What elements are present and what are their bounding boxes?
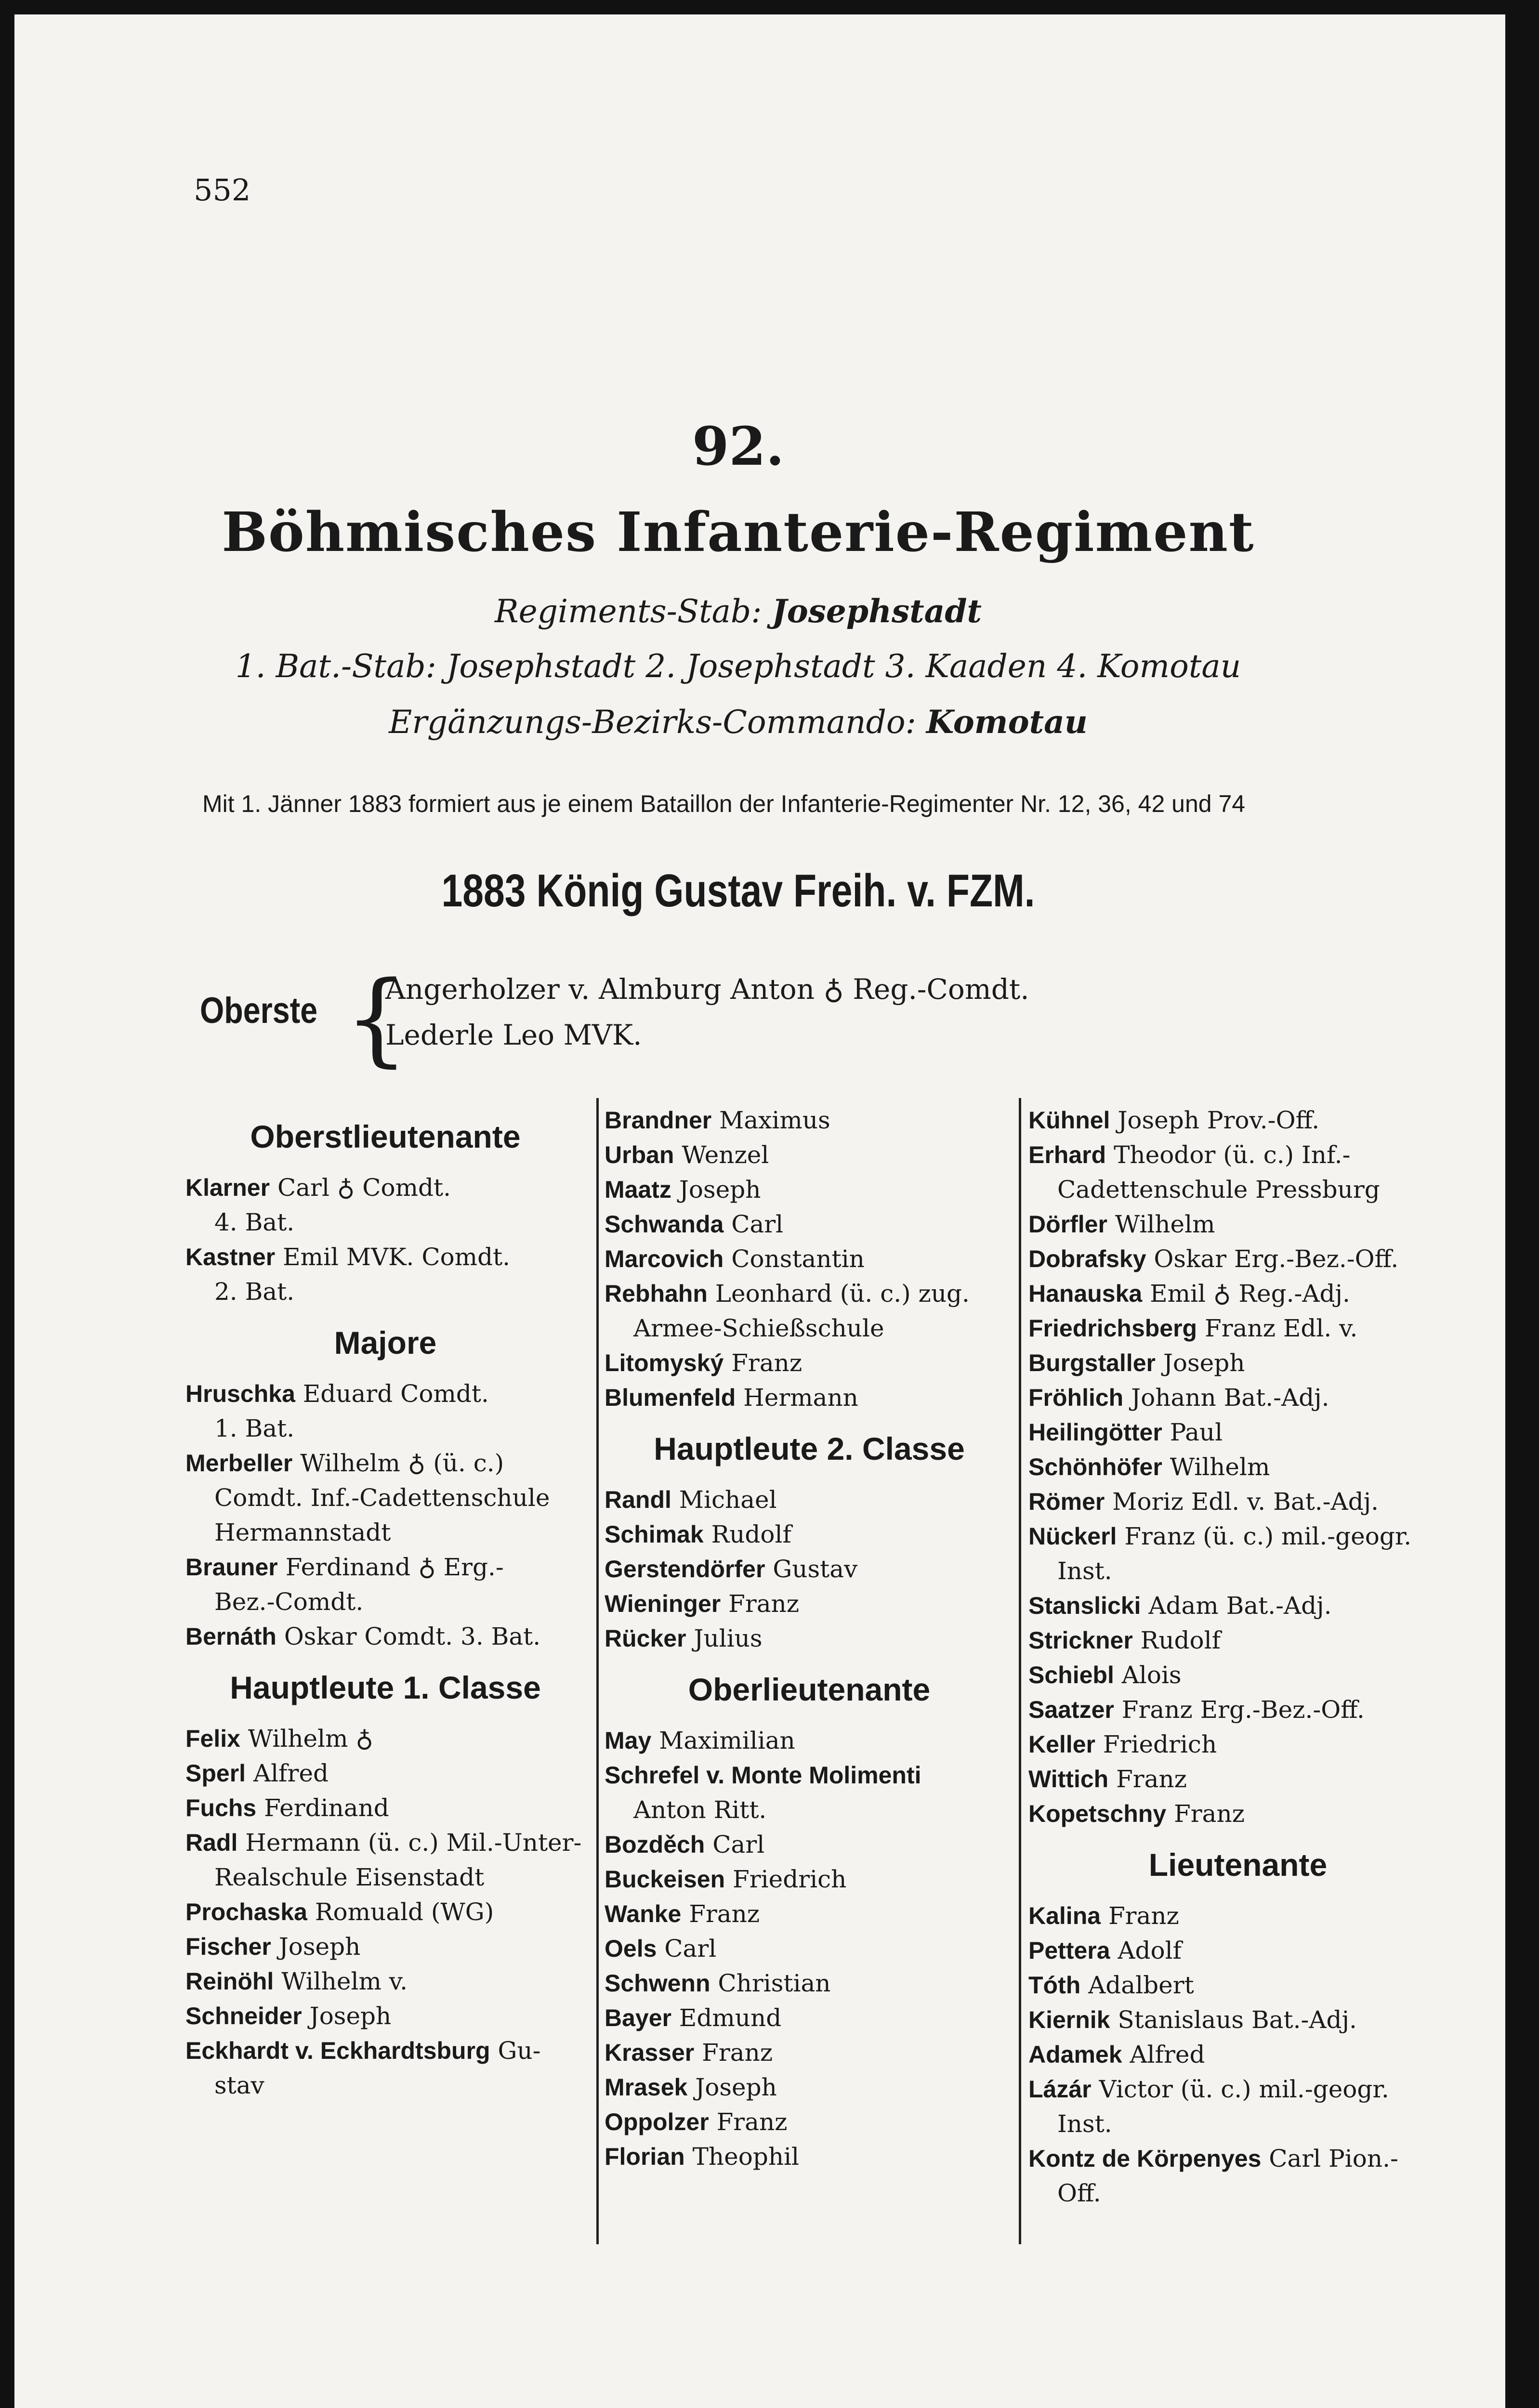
officer-name: Dobrafsky (1028, 1245, 1146, 1272)
officer-details: Franz (1108, 1765, 1187, 1793)
list-item (1028, 1103, 1447, 1138)
erganzung-value: Komotau (926, 703, 1088, 741)
officer-details: Ferdinand ♁ Erg.- (277, 1553, 504, 1581)
list-item (605, 1380, 1014, 1415)
officer-name: Rebhahn (605, 1280, 708, 1307)
officer-details: Joseph (671, 1176, 761, 1204)
list-item (605, 1723, 1014, 1758)
officer-details: Alfred (246, 1759, 329, 1787)
officer-details: Inst. (1057, 2110, 1112, 2138)
list-item (1028, 1450, 1447, 1484)
officer-details: Constantin (723, 1245, 865, 1273)
list-item (605, 1827, 1014, 1862)
officer-details: Franz (709, 2108, 788, 2136)
officer-name: Fischer (185, 1933, 271, 1960)
list-item (1028, 1519, 1447, 1554)
stab-value: Josephstadt (772, 592, 982, 630)
stab-label: Regiments-Stab: (494, 593, 762, 630)
officer-details: Hermannstadt (214, 1518, 391, 1546)
officer-name: Friedrichsberg (1028, 1315, 1197, 1342)
officer-details: Gu- (490, 2037, 541, 2065)
oberste-line: Lederle Leo MVK. (385, 1019, 642, 1051)
list-item (185, 1584, 585, 1619)
list-item (1028, 2141, 1447, 2176)
officer-details: Off. (1057, 2179, 1101, 2207)
officer-name: Gerstendörfer (605, 1556, 765, 1583)
officer-name: Strickner (1028, 1627, 1133, 1654)
list-item (1028, 1588, 1447, 1623)
officer-details: Emil ♁ Reg.-Adj. (1142, 1280, 1350, 1308)
regiment-stab (0, 592, 1539, 630)
list-item (605, 2035, 1014, 2070)
list-item (1028, 1623, 1447, 1658)
officer-name: Klarner (185, 1174, 270, 1201)
section-heading: Hauptleute 1. Classe (230, 1670, 541, 1705)
list-item (185, 1929, 585, 1964)
section-heading: Majore (334, 1325, 437, 1361)
officer-details: Carl ♁ Comdt. (270, 1174, 451, 1202)
officer-name: May (605, 1727, 652, 1754)
officer-details: Joseph (302, 2002, 392, 2030)
column-divider (1019, 1098, 1021, 2244)
list-item (605, 2070, 1014, 2105)
officer-name: Hruschka (185, 1380, 295, 1407)
column-1 (185, 1103, 585, 2103)
officer-name: Stanslicki (1028, 1592, 1141, 1619)
officer-name: Kontz de Körpenyes (1028, 2145, 1262, 2172)
list-item (1028, 1762, 1447, 1796)
officer-name: Dörfler (1028, 1211, 1107, 1238)
officer-name: Litomyský (605, 1349, 724, 1376)
list-item (185, 1240, 585, 1274)
erganzung-commando (0, 703, 1539, 741)
officer-details: Alfred (1122, 2041, 1205, 2068)
list-item (605, 1793, 1014, 1827)
officer-name: Schimak (605, 1521, 704, 1548)
list-item (605, 1586, 1014, 1621)
formation-note: Mit 1. Jänner 1883 formiert aus je einem Bataillon der Infanterie-Regimenter Nr. 12, 36, 42 und 74 (202, 790, 1246, 817)
officer-details: Carl (705, 1831, 765, 1858)
officer-details: Wilhelm (1162, 1453, 1270, 1481)
list-item (1028, 1796, 1447, 1831)
officer-details: Romuald (WG) (307, 1898, 494, 1926)
officer-details: Theodor (ü. c.) Inf.- (1106, 1141, 1351, 1169)
officer-name: Kopetschny (1028, 1800, 1167, 1827)
officer-details: 1. Bat. (214, 1414, 295, 1442)
officer-details: Joseph (1155, 1349, 1245, 1377)
list-item (1028, 1380, 1447, 1415)
officer-details: Carl (657, 1935, 717, 1963)
officer-details: Franz (1101, 1902, 1179, 1930)
officer-name: Radl (185, 1829, 238, 1856)
officer-details: Wilhelm ♁ (240, 1725, 373, 1753)
list-item (1028, 1346, 1447, 1380)
officer-name: Hanauska (1028, 1280, 1143, 1307)
oberste-label: Oberste (200, 990, 318, 1031)
list-item (605, 1311, 1014, 1346)
column-divider (596, 1098, 599, 2244)
officer-details: Armee-Schießschule (633, 1314, 884, 1342)
officer-name: Buckeisen (605, 1866, 725, 1893)
officer-details: Hermann (ü. c.) Mil.-Unter- (237, 1829, 582, 1857)
officer-name: Pettera (1028, 1937, 1110, 1964)
officer-details: Paul (1162, 1418, 1223, 1446)
officer-details: Friedrich (1095, 1730, 1217, 1758)
officer-details: Inst. (1057, 1557, 1112, 1585)
officer-name: Brandner (605, 1107, 712, 1134)
officer-name: Schiebl (1028, 1662, 1114, 1688)
officer-details: Oskar Comdt. 3. Bat. (276, 1623, 541, 1650)
list-item (185, 1480, 585, 1515)
officer-details: Bez.-Comdt. (214, 1588, 364, 1616)
list-item (605, 1276, 1014, 1311)
document-page (14, 14, 1505, 2408)
officer-name: Reinöhl (185, 1968, 274, 1995)
officer-details: Leonhard (ü. c.) zug. (707, 1280, 970, 1308)
officer-details: Rudolf (703, 1520, 792, 1548)
officer-details: Emil MVK. Comdt. (275, 1243, 511, 1271)
officer-details: Franz (721, 1590, 800, 1618)
officer-name: Blumenfeld (605, 1384, 736, 1411)
officer-name: Burgstaller (1028, 1349, 1156, 1376)
officer-name: Krasser (605, 2039, 695, 2066)
officer-details: Franz (723, 1349, 802, 1377)
officer-details: Wenzel (674, 1141, 769, 1169)
list-item (185, 1895, 585, 1929)
list-item (1028, 1415, 1447, 1450)
officer-name: Wittich (1028, 1766, 1109, 1793)
officer-details: Stanislaus Bat.-Adj. (1110, 2006, 1357, 2034)
section-heading: Lieutenante (1148, 1847, 1328, 1883)
officer-name: Wanke (605, 1900, 682, 1927)
page-title: Böhmisches Infanterie-Regiment (222, 501, 1255, 564)
officer-name: Schrefel v. Monte Molimenti (605, 1762, 921, 1789)
list-item (1028, 1207, 1447, 1242)
officer-name: Mrasek (605, 2074, 688, 2101)
officer-details: Moriz Edl. v. Bat.-Adj. (1105, 1488, 1379, 1516)
officer-name: Nückerl (1028, 1523, 1117, 1550)
officer-name: Randl (605, 1486, 671, 1513)
officer-name: Schwanda (605, 1211, 724, 1238)
officer-details: Franz (1166, 1800, 1245, 1828)
battalion-stations: 1. Bat.-Stab: Josephstadt 2. Josephstadt 3. Kaaden 4. Komotau (235, 648, 1241, 685)
officer-name: Schwenn (605, 1970, 710, 1997)
regiment-chief: 1883 König Gustav Freih. v. FZM. (441, 865, 1035, 916)
officer-name: Tóth (1028, 1972, 1081, 1999)
list-item (185, 1274, 585, 1309)
list-item (1028, 1933, 1447, 1968)
list-item (1028, 1692, 1447, 1727)
officer-name: Bernáth (185, 1623, 276, 1650)
list-item (605, 1346, 1014, 1380)
officer-details: Franz (681, 1900, 760, 1928)
officer-name: Eckhardt v. Eckhardtsburg (185, 2037, 490, 2064)
officer-details: Julius (686, 1624, 763, 1652)
list-item (185, 2068, 585, 2103)
officer-details: Oskar Erg.-Bez.-Off. (1146, 1245, 1399, 1273)
officer-name: Oels (605, 1935, 657, 1962)
officer-details: stav (214, 2071, 264, 2099)
officer-details: Anton Ritt. (633, 1796, 767, 1824)
officer-details: Christian (710, 1969, 831, 1997)
list-item (605, 1482, 1014, 1517)
officer-details: Maximus (711, 1106, 830, 1134)
officer-name: Oppolzer (605, 2108, 709, 2135)
officer-name: Kalina (1028, 1902, 1101, 1929)
list-item (605, 1966, 1014, 2001)
officer-details: Rudolf (1132, 1626, 1221, 1654)
list-item (605, 2001, 1014, 2035)
officer-details: Franz (ü. c.) mil.-geogr. (1117, 1522, 1412, 1550)
officer-details: Cadettenschule Pressburg (1057, 1176, 1380, 1204)
list-item (605, 1758, 1014, 1793)
officer-name: Schönhöfer (1028, 1453, 1162, 1480)
list-item (185, 1791, 585, 1825)
officer-details: Adam Bat.-Adj. (1141, 1592, 1332, 1620)
officer-details: 2. Bat. (214, 1278, 295, 1306)
list-item (185, 1721, 585, 1756)
officer-name: Prochaska (185, 1898, 307, 1925)
officer-details: Gustav (765, 1555, 858, 1583)
list-item (1028, 1727, 1447, 1762)
officer-details: Johann Bat.-Adj. (1123, 1384, 1329, 1412)
officer-details: Eduard Comdt. (295, 1380, 489, 1408)
officer-name: Kühnel (1028, 1107, 1110, 1134)
officer-details: Victor (ü. c.) mil.-geogr. (1091, 2075, 1389, 2103)
officer-name: Keller (1028, 1731, 1095, 1758)
list-item (185, 1619, 585, 1654)
officer-details: Comdt. Inf.-Cadettenschule (214, 1484, 550, 1512)
officer-name: Erhard (1028, 1141, 1106, 1168)
page-number: 552 (194, 172, 251, 208)
list-item (1028, 1968, 1447, 2002)
list-item (1028, 2002, 1447, 2037)
officer-details: Wilhelm ♁ (ü. c.) (292, 1449, 504, 1477)
list-item (605, 1552, 1014, 1586)
officer-details: Wilhelm (1107, 1210, 1215, 1238)
officer-details: Franz (694, 2039, 773, 2067)
officer-details: Wilhelm v. (274, 1967, 408, 1995)
list-item (1028, 1138, 1447, 1172)
section-heading: Oberlieutenante (688, 1672, 931, 1707)
officer-name: Felix (185, 1725, 240, 1752)
officer-name: Fröhlich (1028, 1384, 1124, 1411)
column-2 (605, 1103, 1014, 2174)
officer-details: Franz Edl. v. (1197, 1314, 1358, 1342)
officer-details: Friedrich (725, 1865, 847, 1893)
officer-name: Adamek (1028, 2041, 1122, 2068)
officer-details: Joseph (687, 2073, 777, 2101)
officer-name: Fuchs (185, 1794, 257, 1821)
list-item (185, 1170, 585, 1205)
officer-name: Römer (1028, 1488, 1105, 1515)
regiment-number: 92. (692, 415, 785, 477)
list-item (605, 1897, 1014, 1931)
list-item (1028, 1276, 1447, 1311)
officer-details: Realschule Eisenstadt (214, 1863, 485, 1891)
list-item (1028, 2176, 1447, 2211)
list-item (605, 2139, 1014, 2174)
officer-details: Adalbert (1080, 1971, 1194, 1999)
oberste-line: Angerholzer v. Almburg Anton ♁ Reg.-Comdt. (385, 973, 1029, 1006)
section-heading: Oberstlieutenante (250, 1119, 521, 1154)
list-item (185, 1446, 585, 1480)
list-item (1028, 1554, 1447, 1588)
list-item (185, 1205, 585, 1240)
officer-name: Wieninger (605, 1590, 721, 1617)
officer-details: Michael (671, 1486, 777, 1514)
section-heading: Hauptleute 2. Classe (654, 1431, 965, 1466)
list-item (185, 1550, 585, 1584)
officer-name: Maatz (605, 1176, 671, 1203)
column-3 (1028, 1103, 1447, 2211)
list-item (185, 1515, 585, 1550)
list-item (185, 2033, 585, 2068)
list-item (1028, 2072, 1447, 2107)
list-item (185, 1964, 585, 1999)
officer-name: Urban (605, 1141, 674, 1168)
officer-name: Kastner (185, 1243, 276, 1270)
list-item (185, 1756, 585, 1791)
list-item (605, 2105, 1014, 2139)
officer-details: Hermann (736, 1384, 858, 1412)
officer-details: Carl (723, 1210, 784, 1238)
officer-name: Rücker (605, 1625, 686, 1652)
list-item (605, 1517, 1014, 1552)
officer-name: Bayer (605, 2004, 671, 2031)
list-item (1028, 2037, 1447, 2072)
officer-name: Saatzer (1028, 1696, 1114, 1723)
officer-name: Lázár (1028, 2076, 1092, 2103)
officer-details: Edmund (671, 2004, 782, 2032)
brace-glyph: { (344, 959, 409, 1077)
officer-details: Maximilian (651, 1727, 795, 1754)
list-item (185, 1999, 585, 2033)
officer-details: Alois (1114, 1661, 1182, 1689)
officer-details: Joseph (271, 1933, 361, 1961)
officer-details: 4. Bat. (214, 1208, 295, 1236)
officer-name: Brauner (185, 1554, 278, 1581)
officer-details: Ferdinand (256, 1794, 389, 1822)
list-item (1028, 2107, 1447, 2141)
list-item (605, 1242, 1014, 1276)
list-item (1028, 1484, 1447, 1519)
officer-name: Schneider (185, 2002, 302, 2029)
list-item (605, 1862, 1014, 1897)
list-item (605, 1207, 1014, 1242)
list-item (605, 1172, 1014, 1207)
list-item (1028, 1658, 1447, 1692)
list-item (185, 1411, 585, 1446)
officer-name: Marcovich (605, 1245, 724, 1272)
list-item (1028, 1898, 1447, 1933)
list-item (185, 1860, 585, 1895)
erganzung-label: Ergänzungs-Bezirks-Commando: (389, 704, 916, 741)
list-item (605, 1103, 1014, 1138)
officer-name: Bozděch (605, 1831, 705, 1858)
list-item (605, 1138, 1014, 1172)
list-item (185, 1825, 585, 1860)
officer-name: Merbeller (185, 1450, 293, 1477)
list-item (1028, 1311, 1447, 1346)
officer-details: Franz Erg.-Bez.-Off. (1114, 1696, 1365, 1724)
list-item (605, 1621, 1014, 1656)
officer-name: Florian (605, 2143, 685, 2170)
list-item (605, 1931, 1014, 1966)
officer-details: Carl Pion.- (1261, 2145, 1398, 2172)
officer-details: Adolf (1110, 1937, 1182, 1964)
list-item (185, 1376, 585, 1411)
list-item (1028, 1242, 1447, 1276)
list-item (1028, 1172, 1447, 1207)
officer-name: Kiernik (1028, 2006, 1110, 2033)
officer-name: Heilingötter (1028, 1419, 1162, 1446)
officer-name: Sperl (185, 1760, 246, 1787)
officer-details: Joseph Prov.-Off. (1110, 1106, 1320, 1134)
officer-details: Theophil (684, 2143, 800, 2171)
